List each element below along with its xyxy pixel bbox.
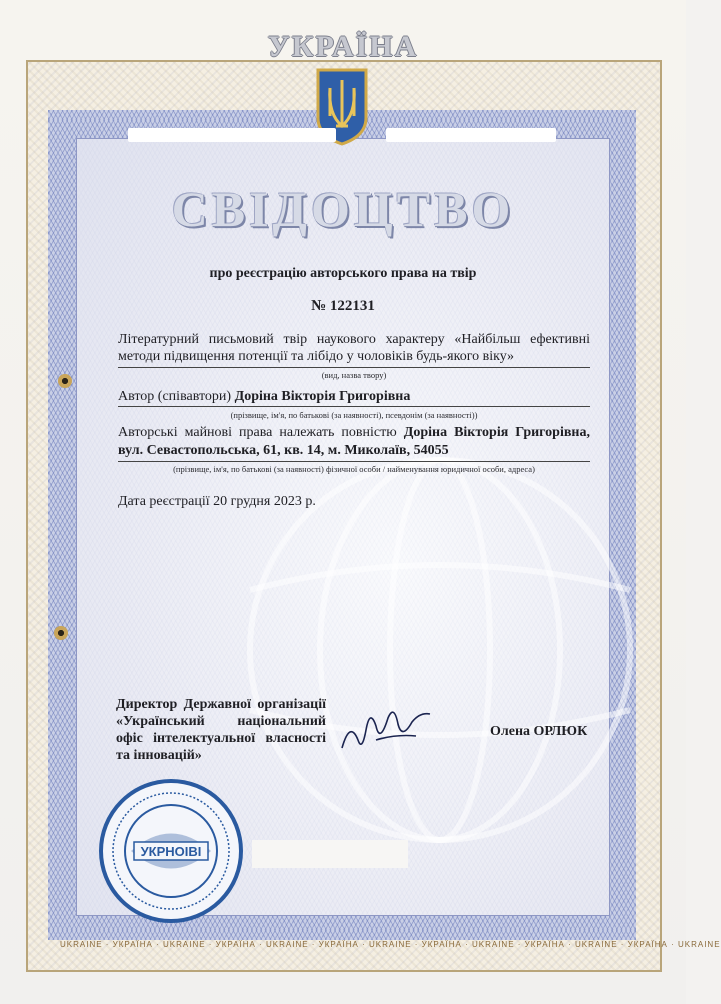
binding-grommet-bottom	[54, 626, 68, 640]
owners-rule	[118, 461, 590, 462]
work-rule	[118, 367, 590, 368]
work-caption: (вид, назва твору)	[321, 370, 387, 380]
certificate-title: СВІДОЦТВО	[171, 181, 515, 237]
official-seal	[96, 776, 246, 926]
redaction-patch	[252, 840, 408, 868]
author-rule	[118, 406, 590, 407]
owners-caption: (прізвище, ім'я, по батькові (за наявності) фізичної особи / найменування юридичної особи, адреса)	[173, 464, 535, 474]
redaction-bar-right	[386, 128, 556, 142]
author-caption: (прізвище, ім'я, по батькові (за наявності), псевдонім (за наявності))	[230, 410, 478, 420]
signatory-name: Олена ОРЛЮК	[490, 724, 588, 739]
signatory-position: Директор Державної організації «Український національний офіс інтелектуальної власності та інновацій»	[116, 697, 326, 763]
seal-center-text: УКРНОІВІ	[140, 844, 202, 859]
certificate-number: № 122131	[311, 298, 375, 314]
owners-line	[118, 424, 590, 460]
work-description: Літературний письмовий твір наукового характеру «Найбільш ефективні методи підвищення потенції та лібідо у чоловіків будь-якого віку»	[118, 332, 590, 364]
author-line	[118, 389, 590, 405]
certificate-subtitle: про реєстрацію авторського права на твір	[209, 266, 477, 281]
author-name: Доріна Вікторія Григорівна	[234, 389, 411, 404]
owners-details: Доріна Вікторія Григорівна, вул. Севастопольська, 61, кв. 14, м. Миколаїв, 54055	[118, 425, 590, 458]
redaction-bar-left	[128, 128, 336, 142]
signature	[336, 700, 436, 760]
owners-prefix: Авторські майнові права належать повністю	[118, 425, 397, 440]
border-text-bottom: UKRAINE · УКРАЇНА · UKRAINE · УКРАЇНА · UKRAINE · УКРАЇНА · UKRAINE · УКРАЇНА · UKRAINE · УКРАЇНА · UKRAINE · УКРАЇНА · UKRAINE	[60, 940, 721, 949]
binding-grommet-top	[58, 374, 72, 388]
registration-date: Дата реєстрації 20 грудня 2023 р.	[118, 494, 316, 509]
author-prefix: Автор (співавтори)	[118, 389, 232, 404]
country-heading: УКРАЇНА	[267, 30, 419, 63]
